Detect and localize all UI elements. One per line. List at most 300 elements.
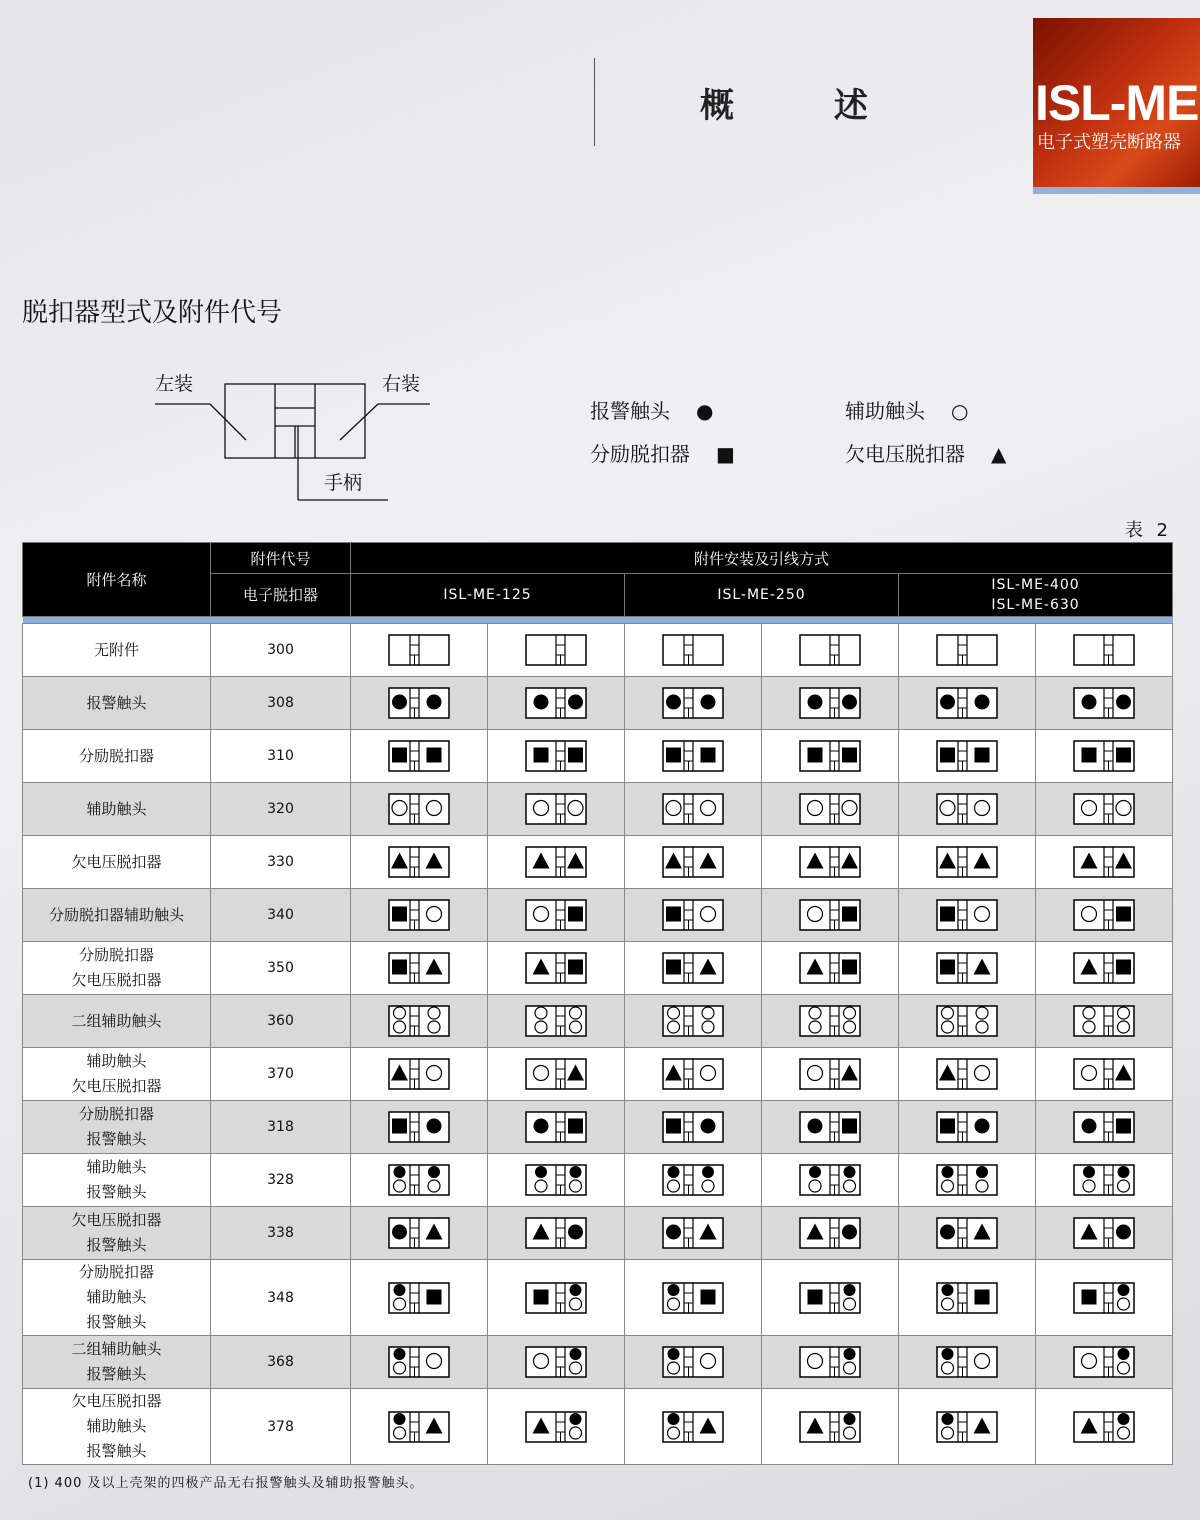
accessory-layout-symbol bbox=[799, 634, 861, 666]
layout-cell bbox=[488, 624, 625, 677]
auxiliary-contact-icon bbox=[570, 1362, 582, 1374]
accessory-layout-symbol bbox=[1073, 740, 1135, 772]
alarm-contact-icon bbox=[1118, 1166, 1130, 1178]
accessory-layout-symbol bbox=[388, 1217, 450, 1249]
accessory-layout-symbol bbox=[799, 1282, 861, 1314]
auxiliary-contact-icon bbox=[975, 1066, 990, 1081]
table-row bbox=[23, 1389, 1173, 1465]
layout-cell bbox=[899, 1260, 1036, 1336]
hollow-circle-icon: ○ bbox=[951, 399, 969, 423]
logo-sub-text: 电子式塑壳断路器 bbox=[1037, 132, 1181, 153]
auxiliary-contact-icon bbox=[534, 1066, 549, 1081]
accessory-layout-symbol bbox=[388, 846, 450, 878]
layout-cell bbox=[899, 624, 1036, 677]
layout-cell bbox=[1036, 836, 1173, 889]
alarm-contact-icon bbox=[1116, 695, 1131, 710]
logo-main-text: ISL-ME bbox=[1035, 75, 1199, 131]
accessory-layout-symbol bbox=[525, 1164, 587, 1196]
layout-cell bbox=[625, 677, 762, 730]
accessory-layout-symbol bbox=[936, 1282, 998, 1314]
accessory-layout-symbol bbox=[799, 687, 861, 719]
shunt-release-icon bbox=[842, 1119, 857, 1134]
layout-cell bbox=[1036, 1336, 1173, 1389]
accessory-layout-symbol bbox=[388, 952, 450, 984]
layout-cell bbox=[488, 1154, 625, 1207]
auxiliary-contact-icon bbox=[1118, 1180, 1130, 1192]
shunt-release-icon bbox=[940, 748, 955, 763]
shunt-release-icon bbox=[808, 1289, 823, 1304]
accessory-layout-symbol bbox=[525, 1346, 587, 1378]
layout-cell bbox=[488, 1048, 625, 1101]
accessory-layout-symbol bbox=[936, 1111, 998, 1143]
layout-cell bbox=[1036, 1260, 1173, 1336]
header-install-method: 附件安装及引线方式 bbox=[351, 543, 1173, 574]
accessory-layout-symbol bbox=[799, 899, 861, 931]
accessory-layout-symbol bbox=[388, 1058, 450, 1090]
table-row bbox=[23, 836, 1173, 889]
layout-cell bbox=[488, 1336, 625, 1389]
accessory-name-cell: 欠电压脱扣器 报警触头 bbox=[23, 1207, 211, 1260]
auxiliary-contact-icon bbox=[1118, 1007, 1130, 1019]
header-separator bbox=[23, 617, 1173, 624]
layout-cell bbox=[625, 995, 762, 1048]
layout-cell bbox=[899, 677, 1036, 730]
accessory-code-cell: 370 bbox=[211, 1048, 351, 1101]
alarm-contact-icon bbox=[568, 1225, 583, 1240]
alarm-contact-icon bbox=[942, 1348, 954, 1360]
shunt-release-icon bbox=[534, 1289, 549, 1304]
alarm-contact-icon bbox=[940, 695, 955, 710]
layout-cell bbox=[1036, 995, 1173, 1048]
accessory-code-cell: 368 bbox=[211, 1336, 351, 1389]
auxiliary-contact-icon bbox=[942, 1427, 954, 1439]
auxiliary-contact-icon bbox=[844, 1180, 856, 1192]
accessory-layout-symbol bbox=[1073, 1411, 1135, 1443]
shunt-release-icon bbox=[534, 748, 549, 763]
auxiliary-contact-icon bbox=[1082, 907, 1097, 922]
layout-cell bbox=[351, 624, 488, 677]
layout-cell bbox=[1036, 889, 1173, 942]
auxiliary-contact-icon bbox=[392, 801, 407, 816]
auxiliary-contact-icon bbox=[394, 1427, 406, 1439]
auxiliary-contact-icon bbox=[844, 1362, 856, 1374]
layout-cell bbox=[899, 836, 1036, 889]
alarm-contact-icon bbox=[976, 1166, 988, 1178]
layout-cell bbox=[1036, 942, 1173, 995]
header-electronic-release: 电子脱扣器 bbox=[211, 574, 351, 617]
layout-cell bbox=[899, 942, 1036, 995]
shunt-release-icon bbox=[975, 1289, 990, 1304]
accessory-layout-symbol bbox=[799, 846, 861, 878]
auxiliary-contact-icon bbox=[844, 1007, 856, 1019]
layout-cell bbox=[488, 1260, 625, 1336]
auxiliary-contact-icon bbox=[940, 801, 955, 816]
table-row bbox=[23, 1207, 1173, 1260]
alarm-contact-icon bbox=[534, 695, 549, 710]
auxiliary-contact-icon bbox=[1082, 1066, 1097, 1081]
legend-label: 报警触头 bbox=[590, 399, 670, 423]
auxiliary-contact-icon bbox=[808, 1066, 823, 1081]
auxiliary-contact-icon bbox=[975, 1354, 990, 1369]
accessory-layout-symbol bbox=[525, 1005, 587, 1037]
table-row bbox=[23, 942, 1173, 995]
auxiliary-contact-icon bbox=[427, 1354, 442, 1369]
accessory-name-cell: 分励脱扣器辅助触头 bbox=[23, 889, 211, 942]
accessory-code-cell: 350 bbox=[211, 942, 351, 995]
layout-cell bbox=[488, 995, 625, 1048]
mounting-diagram bbox=[150, 368, 440, 508]
accessory-layout-symbol bbox=[799, 952, 861, 984]
alarm-contact-icon bbox=[1082, 695, 1097, 710]
header-model-250: ISL-ME-250 bbox=[625, 574, 899, 617]
filled-triangle-icon: ▲ bbox=[991, 442, 1007, 466]
accessory-layout-symbol bbox=[662, 740, 724, 772]
section-title: 脱扣器型式及附件代号 bbox=[22, 298, 283, 328]
layout-cell bbox=[762, 1336, 899, 1389]
layout-cell bbox=[488, 1207, 625, 1260]
accessory-layout-symbol bbox=[525, 1111, 587, 1143]
layout-cell bbox=[351, 1154, 488, 1207]
accessory-name-cell: 辅助触头 欠电压脱扣器 bbox=[23, 1048, 211, 1101]
accessory-layout-symbol bbox=[936, 740, 998, 772]
accessory-layout-symbol bbox=[1073, 1282, 1135, 1314]
auxiliary-contact-icon bbox=[842, 801, 857, 816]
shunt-release-icon bbox=[701, 748, 716, 763]
alarm-contact-icon bbox=[701, 695, 716, 710]
table-row bbox=[23, 730, 1173, 783]
shunt-release-icon bbox=[392, 960, 407, 975]
legend-undervoltage-release bbox=[845, 438, 1006, 467]
accessory-code-cell: 338 bbox=[211, 1207, 351, 1260]
accessory-layout-symbol bbox=[936, 1164, 998, 1196]
auxiliary-contact-icon bbox=[701, 801, 716, 816]
shunt-release-icon bbox=[568, 1119, 583, 1134]
layout-cell bbox=[351, 942, 488, 995]
auxiliary-contact-icon bbox=[701, 1354, 716, 1369]
accessory-name-cell: 无附件 bbox=[23, 624, 211, 677]
accessory-layout-symbol bbox=[525, 1411, 587, 1443]
accessory-layout-symbol bbox=[1073, 1111, 1135, 1143]
auxiliary-contact-icon bbox=[568, 801, 583, 816]
alarm-contact-icon bbox=[428, 1166, 440, 1178]
auxiliary-contact-icon bbox=[1118, 1362, 1130, 1374]
alarm-contact-icon bbox=[1116, 1225, 1131, 1240]
alarm-contact-icon bbox=[394, 1284, 406, 1296]
auxiliary-contact-icon bbox=[942, 1298, 954, 1310]
accessory-layout-symbol bbox=[936, 1058, 998, 1090]
layout-cell bbox=[899, 1048, 1036, 1101]
auxiliary-contact-icon bbox=[1118, 1427, 1130, 1439]
accessory-name-cell: 分励脱扣器 辅助触头 报警触头 bbox=[23, 1260, 211, 1336]
auxiliary-contact-icon bbox=[702, 1180, 714, 1192]
alarm-contact-icon bbox=[940, 1225, 955, 1240]
layout-cell bbox=[1036, 1389, 1173, 1465]
auxiliary-contact-icon bbox=[570, 1180, 582, 1192]
shunt-release-icon bbox=[842, 960, 857, 975]
auxiliary-contact-icon bbox=[975, 801, 990, 816]
accessory-layout-symbol bbox=[799, 1411, 861, 1443]
layout-cell bbox=[625, 624, 762, 677]
shunt-release-icon bbox=[1116, 1119, 1131, 1134]
legend-alarm-contact bbox=[590, 395, 713, 424]
accessory-layout-symbol bbox=[388, 899, 450, 931]
accessory-name-cell: 分励脱扣器 欠电压脱扣器 bbox=[23, 942, 211, 995]
auxiliary-contact-icon bbox=[1082, 1354, 1097, 1369]
legend-label: 欠电压脱扣器 bbox=[845, 442, 965, 466]
layout-cell bbox=[762, 942, 899, 995]
accessory-code-cell: 320 bbox=[211, 783, 351, 836]
layout-cell bbox=[488, 836, 625, 889]
accessory-code-cell: 360 bbox=[211, 995, 351, 1048]
alarm-contact-icon bbox=[394, 1413, 406, 1425]
layout-cell bbox=[762, 1048, 899, 1101]
shunt-release-icon bbox=[808, 748, 823, 763]
auxiliary-contact-icon bbox=[428, 1007, 440, 1019]
auxiliary-contact-icon bbox=[668, 1180, 680, 1192]
accessory-name-cell: 二组辅助触头 bbox=[23, 995, 211, 1048]
logo-accent-bar bbox=[1033, 187, 1200, 194]
layout-cell bbox=[488, 889, 625, 942]
auxiliary-contact-icon bbox=[427, 1066, 442, 1081]
auxiliary-contact-icon bbox=[534, 801, 549, 816]
auxiliary-contact-icon bbox=[975, 907, 990, 922]
shunt-release-icon bbox=[1116, 748, 1131, 763]
shunt-release-icon bbox=[427, 748, 442, 763]
layout-cell bbox=[351, 783, 488, 836]
layout-cell bbox=[625, 942, 762, 995]
auxiliary-contact-icon bbox=[701, 907, 716, 922]
table-row bbox=[23, 783, 1173, 836]
alarm-contact-icon bbox=[808, 1119, 823, 1134]
auxiliary-contact-icon bbox=[1082, 801, 1097, 816]
shunt-release-icon bbox=[392, 1119, 407, 1134]
layout-cell bbox=[1036, 730, 1173, 783]
shunt-release-icon bbox=[392, 748, 407, 763]
layout-cell bbox=[625, 1101, 762, 1154]
alarm-contact-icon bbox=[844, 1413, 856, 1425]
shunt-release-icon bbox=[1082, 1289, 1097, 1304]
accessory-layout-symbol bbox=[525, 1058, 587, 1090]
alarm-contact-icon bbox=[702, 1166, 714, 1178]
alarm-contact-icon bbox=[1118, 1284, 1130, 1296]
accessory-layout-symbol bbox=[525, 634, 587, 666]
right-label: 右装 bbox=[382, 373, 421, 395]
alarm-contact-icon bbox=[942, 1284, 954, 1296]
alarm-contact-icon bbox=[1118, 1413, 1130, 1425]
alarm-contact-icon bbox=[535, 1166, 547, 1178]
accessory-code-cell: 378 bbox=[211, 1389, 351, 1465]
filled-square-icon: ■ bbox=[716, 442, 735, 466]
accessory-layout-symbol bbox=[388, 1005, 450, 1037]
layout-cell bbox=[1036, 624, 1173, 677]
alarm-contact-icon bbox=[534, 1119, 549, 1134]
auxiliary-contact-icon bbox=[808, 1354, 823, 1369]
auxiliary-contact-icon bbox=[942, 1362, 954, 1374]
accessory-layout-symbol bbox=[388, 1346, 450, 1378]
shunt-release-icon bbox=[940, 960, 955, 975]
layout-cell bbox=[899, 889, 1036, 942]
layout-cell bbox=[625, 783, 762, 836]
legend-label: 分励脱扣器 bbox=[590, 442, 690, 466]
layout-cell bbox=[762, 1260, 899, 1336]
auxiliary-contact-icon bbox=[428, 1021, 440, 1033]
alarm-contact-icon bbox=[842, 1225, 857, 1240]
shunt-release-icon bbox=[666, 1119, 681, 1134]
layout-cell bbox=[625, 836, 762, 889]
shunt-release-icon bbox=[666, 960, 681, 975]
auxiliary-contact-icon bbox=[534, 907, 549, 922]
auxiliary-contact-icon bbox=[666, 801, 681, 816]
auxiliary-contact-icon bbox=[570, 1427, 582, 1439]
accessory-layout-symbol bbox=[1073, 952, 1135, 984]
layout-cell bbox=[899, 1207, 1036, 1260]
accessory-layout-symbol bbox=[936, 1005, 998, 1037]
alarm-contact-icon bbox=[394, 1348, 406, 1360]
accessory-layout-symbol bbox=[1073, 687, 1135, 719]
layout-cell bbox=[625, 1048, 762, 1101]
shunt-release-icon bbox=[1116, 960, 1131, 975]
brand-logo bbox=[1033, 18, 1200, 194]
table-row bbox=[23, 1048, 1173, 1101]
accessory-layout-symbol bbox=[662, 1111, 724, 1143]
accessory-layout-symbol bbox=[799, 1346, 861, 1378]
auxiliary-contact-icon bbox=[570, 1021, 582, 1033]
accessory-layout-symbol bbox=[1073, 899, 1135, 931]
auxiliary-contact-icon bbox=[394, 1021, 406, 1033]
alarm-contact-icon bbox=[666, 1225, 681, 1240]
auxiliary-contact-icon bbox=[1083, 1021, 1095, 1033]
table-row bbox=[23, 624, 1173, 677]
accessory-name-cell: 报警触头 bbox=[23, 677, 211, 730]
auxiliary-contact-icon bbox=[570, 1007, 582, 1019]
accessory-name-cell: 欠电压脱扣器 bbox=[23, 836, 211, 889]
accessory-layout-symbol bbox=[936, 687, 998, 719]
alarm-contact-icon bbox=[1082, 1119, 1097, 1134]
shunt-release-icon bbox=[666, 907, 681, 922]
alarm-contact-icon bbox=[844, 1348, 856, 1360]
layout-cell bbox=[351, 889, 488, 942]
accessory-layout-symbol bbox=[662, 1411, 724, 1443]
layout-cell bbox=[1036, 783, 1173, 836]
accessory-code-cell: 328 bbox=[211, 1154, 351, 1207]
accessory-layout-symbol bbox=[936, 899, 998, 931]
accessory-layout-symbol bbox=[1073, 1164, 1135, 1196]
auxiliary-contact-icon bbox=[394, 1298, 406, 1310]
accessory-layout-symbol bbox=[388, 1164, 450, 1196]
auxiliary-contact-icon bbox=[942, 1021, 954, 1033]
accessory-name-cell: 辅助触头 报警触头 bbox=[23, 1154, 211, 1207]
alarm-contact-icon bbox=[844, 1284, 856, 1296]
layout-cell bbox=[762, 677, 899, 730]
accessory-layout-symbol bbox=[662, 846, 724, 878]
layout-cell bbox=[625, 730, 762, 783]
alarm-contact-icon bbox=[394, 1166, 406, 1178]
alarm-contact-icon bbox=[975, 695, 990, 710]
auxiliary-contact-icon bbox=[1118, 1021, 1130, 1033]
alarm-contact-icon bbox=[570, 1284, 582, 1296]
layout-cell bbox=[762, 995, 899, 1048]
auxiliary-contact-icon bbox=[976, 1007, 988, 1019]
page-title: 概 述 bbox=[700, 86, 912, 126]
layout-cell bbox=[1036, 1048, 1173, 1101]
alarm-contact-icon bbox=[392, 1225, 407, 1240]
layout-cell bbox=[762, 1207, 899, 1260]
layout-cell bbox=[351, 1389, 488, 1465]
table-row bbox=[23, 889, 1173, 942]
accessory-layout-symbol bbox=[799, 1164, 861, 1196]
legend-label: 辅助触头 bbox=[845, 399, 925, 423]
layout-cell bbox=[899, 783, 1036, 836]
alarm-contact-icon bbox=[942, 1413, 954, 1425]
layout-cell bbox=[351, 1260, 488, 1336]
auxiliary-contact-icon bbox=[570, 1298, 582, 1310]
accessory-layout-symbol bbox=[662, 1346, 724, 1378]
layout-cell bbox=[625, 1336, 762, 1389]
shunt-release-icon bbox=[842, 748, 857, 763]
accessory-layout-symbol bbox=[388, 793, 450, 825]
accessory-name-cell: 分励脱扣器 报警触头 bbox=[23, 1101, 211, 1154]
accessory-layout-symbol bbox=[936, 1346, 998, 1378]
accessory-layout-symbol bbox=[936, 952, 998, 984]
shunt-release-icon bbox=[1116, 907, 1131, 922]
alarm-contact-icon bbox=[668, 1413, 680, 1425]
layout-cell bbox=[488, 783, 625, 836]
auxiliary-contact-icon bbox=[535, 1180, 547, 1192]
layout-cell bbox=[351, 836, 488, 889]
shunt-release-icon bbox=[427, 1289, 442, 1304]
auxiliary-contact-icon bbox=[668, 1298, 680, 1310]
auxiliary-contact-icon bbox=[976, 1021, 988, 1033]
layout-cell bbox=[762, 783, 899, 836]
accessory-layout-symbol bbox=[388, 1411, 450, 1443]
layout-cell bbox=[488, 942, 625, 995]
accessory-name-cell: 欠电压脱扣器 辅助触头 报警触头 bbox=[23, 1389, 211, 1465]
accessory-code-cell: 340 bbox=[211, 889, 351, 942]
accessory-name-cell: 二组辅助触头 报警触头 bbox=[23, 1336, 211, 1389]
accessory-layout-symbol bbox=[662, 952, 724, 984]
alarm-contact-icon bbox=[570, 1166, 582, 1178]
header-accessory-name: 附件名称 bbox=[23, 543, 211, 617]
legend-auxiliary-contact bbox=[845, 395, 968, 424]
alarm-contact-icon bbox=[668, 1348, 680, 1360]
alarm-contact-icon bbox=[668, 1166, 680, 1178]
accessory-layout-symbol bbox=[388, 1111, 450, 1143]
auxiliary-contact-icon bbox=[942, 1007, 954, 1019]
layout-cell bbox=[488, 1101, 625, 1154]
layout-cell bbox=[899, 995, 1036, 1048]
auxiliary-contact-icon bbox=[394, 1007, 406, 1019]
layout-cell bbox=[351, 1101, 488, 1154]
layout-cell bbox=[351, 1336, 488, 1389]
accessory-layout-symbol bbox=[525, 687, 587, 719]
accessory-layout-symbol bbox=[525, 952, 587, 984]
accessory-layout-symbol bbox=[1073, 1217, 1135, 1249]
accessory-layout-symbol bbox=[662, 634, 724, 666]
alarm-contact-icon bbox=[842, 695, 857, 710]
shunt-release-icon bbox=[392, 907, 407, 922]
alarm-contact-icon bbox=[942, 1166, 954, 1178]
shunt-release-icon bbox=[568, 907, 583, 922]
layout-cell bbox=[351, 730, 488, 783]
accessory-layout-symbol bbox=[525, 1282, 587, 1314]
accessory-layout-symbol bbox=[662, 687, 724, 719]
accessory-code-cell: 308 bbox=[211, 677, 351, 730]
alarm-contact-icon bbox=[1118, 1348, 1130, 1360]
auxiliary-contact-icon bbox=[702, 1021, 714, 1033]
accessory-layout-symbol bbox=[1073, 846, 1135, 878]
accessory-layout-symbol bbox=[662, 1005, 724, 1037]
alarm-contact-icon bbox=[844, 1166, 856, 1178]
